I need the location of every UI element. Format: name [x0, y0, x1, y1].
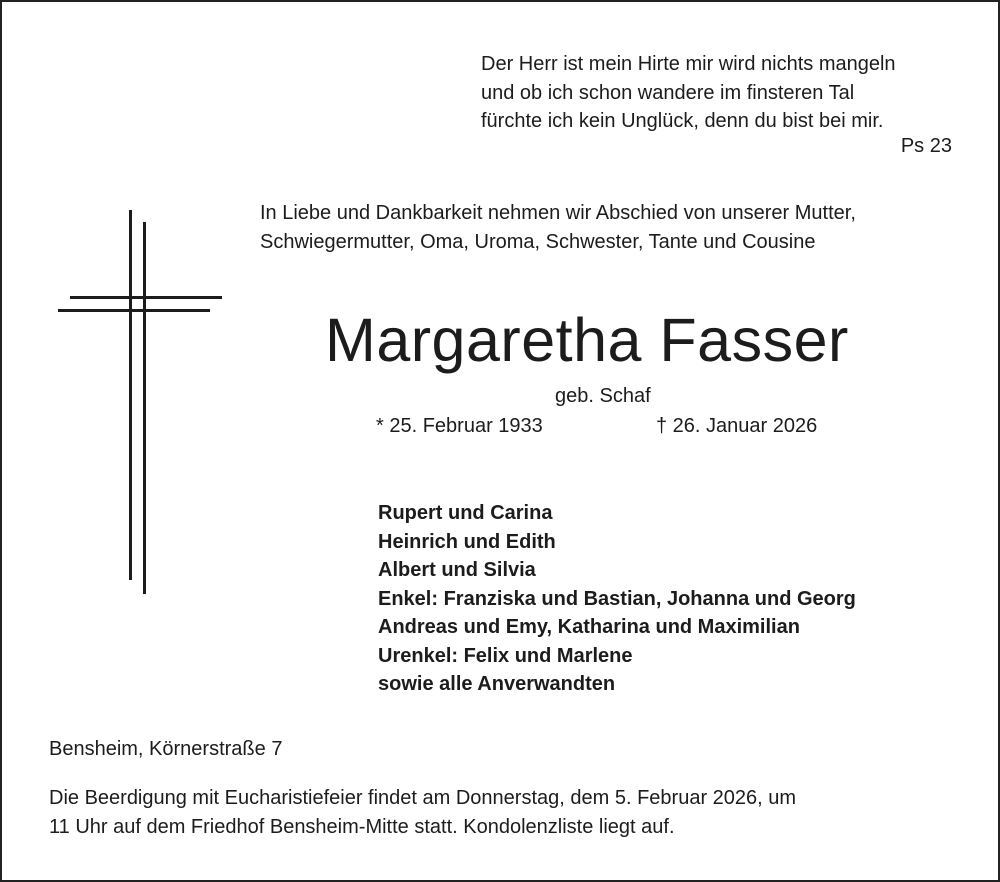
funeral-line: 11 Uhr auf dem Friedhof Bensheim-Mitte statt. Kondolenzliste liegt auf.	[49, 815, 675, 838]
maiden-name: geb. Schaf	[555, 385, 651, 407]
intro-text	[260, 199, 856, 256]
mourner-line: Andreas und Emy, Katharina und Maximilian	[378, 616, 800, 638]
death-date: † 26. Januar 2026	[656, 415, 818, 437]
intro-line: In Liebe und Dankbarkeit nehmen wir Abschied von unserer Mutter,	[260, 202, 856, 224]
psalm-line: fürchte ich kein Unglück, denn du bist bei mir.	[481, 110, 884, 132]
psalm-line: und ob ich schon wandere im finsteren Tal	[481, 81, 855, 104]
mourner-line: Rupert und Carina	[378, 502, 553, 524]
cross-vertical-right	[143, 222, 146, 594]
intro-line: Schwiegermutter, Oma, Uroma, Schwester, Tante und Cousine	[260, 230, 816, 253]
psalm-quote	[481, 50, 896, 136]
cross-vertical-left	[129, 210, 132, 580]
funeral-info	[49, 784, 796, 841]
cross-horizontal-bottom	[58, 309, 210, 312]
psalm-reference: Ps 23	[900, 135, 952, 157]
address: Bensheim, Körnerstraße 7	[49, 738, 283, 760]
cross-horizontal-top	[70, 296, 222, 299]
mourner-line: Heinrich und Edith	[378, 530, 556, 553]
deceased-name: Margaretha Fasser	[325, 306, 849, 374]
mourner-line: Albert und Silvia	[378, 559, 536, 581]
birth-date: * 25. Februar 1933	[376, 415, 543, 437]
mourner-line: sowie alle Anverwandten	[378, 673, 616, 695]
psalm-line: Der Herr ist mein Hirte mir wird nichts mangeln	[481, 53, 896, 75]
mourners-list	[378, 499, 856, 699]
mourner-line: Enkel: Franziska und Bastian, Johanna und Georg	[378, 587, 856, 610]
funeral-line: Die Beerdigung mit Eucharistiefeier findet am Donnerstag, dem 5. Februar 2026, um	[49, 787, 797, 809]
mourner-line: Urenkel: Felix und Marlene	[378, 644, 633, 667]
